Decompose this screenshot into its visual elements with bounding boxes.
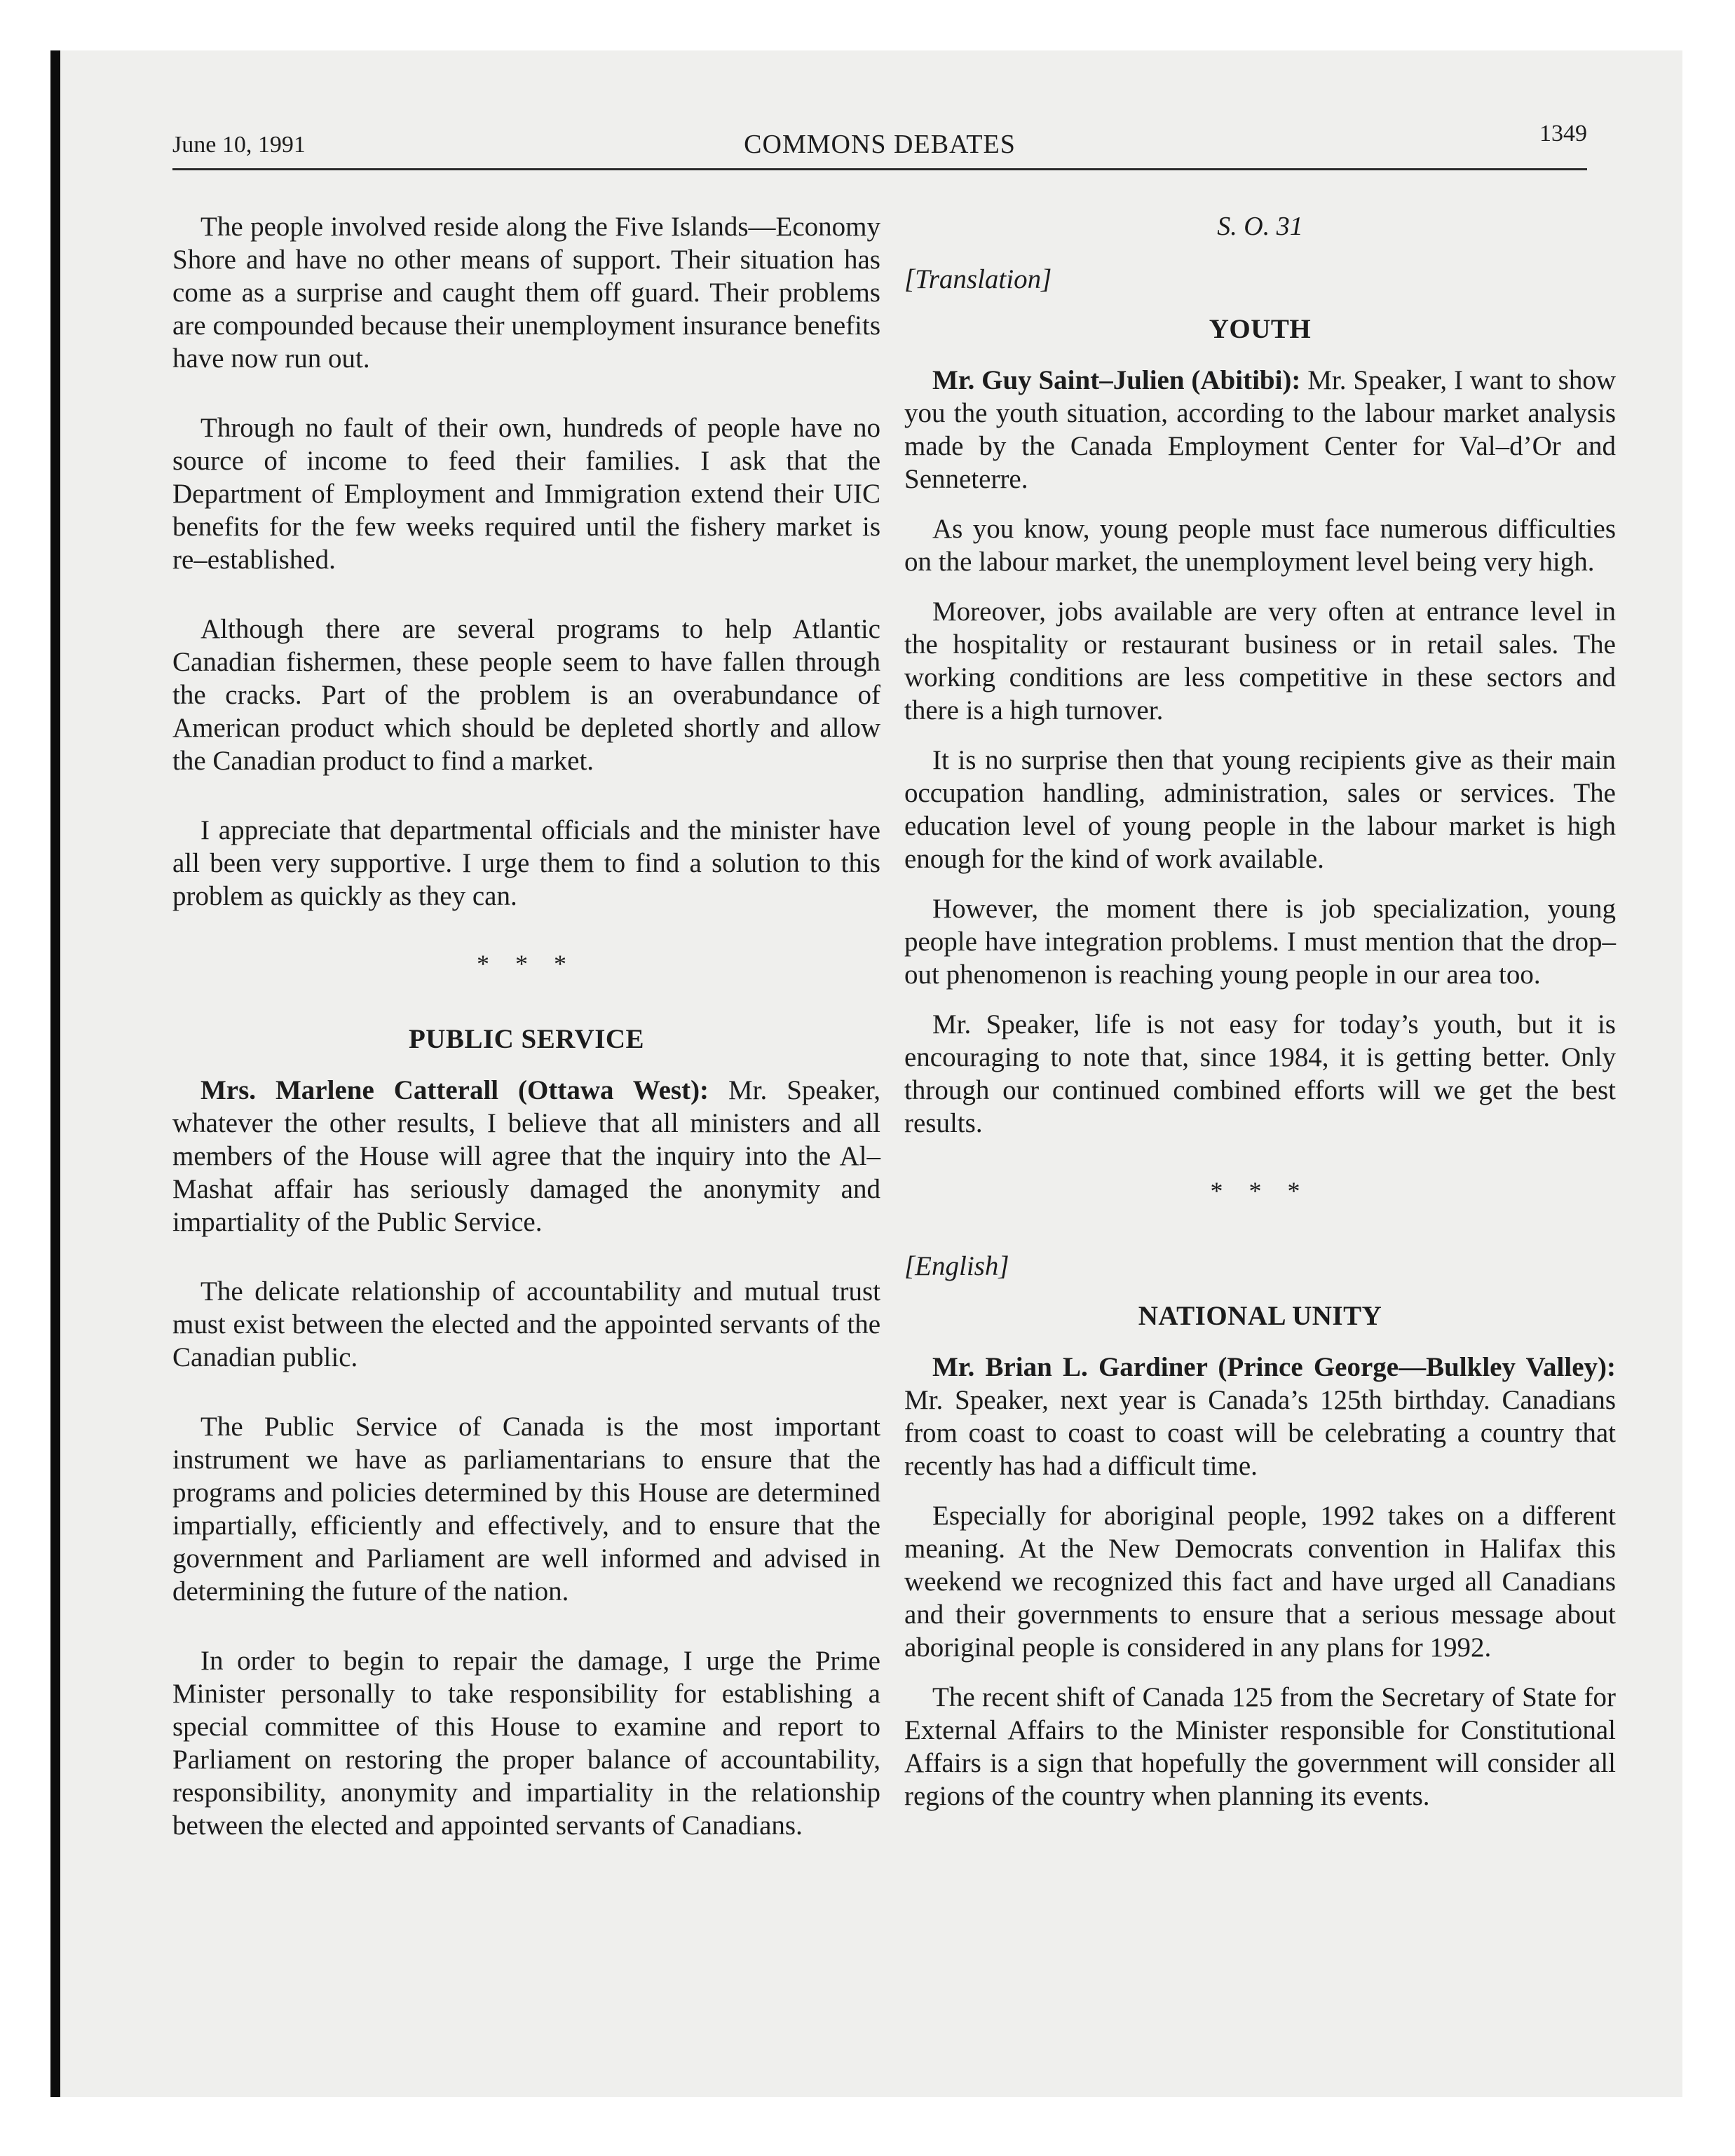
right-column [904, 210, 1616, 1829]
paragraph: Through no fault of their own, hundreds of people have no source of income to feed their families. I ask that the Department of Employment and Immigration extend their UIC benefits for the few weeks required until the fishery market is re–established. [172, 413, 880, 575]
binding-edge [50, 50, 60, 2097]
section-separator: * * * [1210, 1177, 1310, 1205]
language-tag: [Translation] [904, 264, 1052, 294]
paragraph [172, 1074, 880, 1239]
left-column [172, 210, 880, 1859]
paragraph: I appreciate that departmental officials and the minister have all been very supportive. I urge them to find a solution to this problem as quickly as they can. [172, 815, 880, 911]
speaker-name: Mr. Brian L. Gardiner (Prince George—Bulkley Valley): [932, 1352, 1616, 1382]
language-tag: [English] [904, 1251, 1009, 1281]
paragraph: As you know, young people must face numerous difficulties on the labour market, the unemployment level being very high. [904, 514, 1616, 577]
paragraph: Especially for aboriginal people, 1992 takes on a different meaning. At the New Democrats convention in Halifax this weekend we recognized this fact and have urged all Canadians and their governments to ensure that a serious message about aboriginal people is considered in any plans for 1992. [904, 1501, 1616, 1663]
page-header [172, 119, 1587, 170]
speech-text: Mr. Speaker, whatever the other results, I believe that all ministers and all members of the House will agree that the inquiry into the Al–Mashat affair has seriously damaged the anonymity and impartiality of the Public Service. [172, 1075, 880, 1237]
section-heading: NATIONAL UNITY [1138, 1301, 1382, 1331]
section-heading: YOUTH [1209, 314, 1312, 344]
paragraph: The people involved reside along the Five Islands—Economy Shore and have no other means of support. Their situation has come as a surprise and caught them off guard. Their problems are compounded because their unemployment insurance benefits have now run out. [172, 212, 880, 374]
speech-text: Mr. Speaker, I want to show you the youth situation, according to the labour market analysis made by the Canada Employment Center for Val–d’Or and Senneterre. [904, 365, 1616, 494]
section-separator: * * * [477, 950, 576, 978]
section-heading: PUBLIC SERVICE [408, 1024, 645, 1054]
paragraph [904, 1351, 1616, 1482]
paragraph: It is no surprise then that young recipients give as their main occupation handling, administration, sales or services. The education level of young people in the labour market is high enough for the kind of work available. [904, 745, 1616, 874]
paragraph: The delicate relationship of accountability and mutual trust must exist between the elected and the appointed servants of the Canadian public. [172, 1276, 880, 1372]
page-number: 1349 [1539, 121, 1587, 146]
speaker-name: Mrs. Marlene Catterall (Ottawa West): [200, 1075, 709, 1105]
speech-text: Mr. Speaker, next year is Canada’s 125th birthday. Canadians from coast to coast to coast will be celebrating a country that recently has had a difficult time. [904, 1385, 1616, 1481]
paragraph: However, the moment there is job specialization, young people have integration problems. I must mention that the drop–out phenomenon is reaching young people in our area too. [904, 894, 1616, 990]
paragraph: The Public Service of Canada is the most important instrument we have as parliamentarians to ensure that the programs and policies determined by this House are determined impartially, efficiently and effectively, and to ensure that the government and Parliament are well informed and advised in determining the future of the nation. [172, 1412, 880, 1606]
paragraph: Moreover, jobs available are very often at entrance level in the hospitality or restaurant business or in retail sales. The working conditions are less competitive in these sectors and there is a high turnover. [904, 596, 1616, 725]
header-date: June 10, 1991 [172, 132, 306, 158]
speaker-name: Mr. Guy Saint–Julien (Abitibi): [932, 365, 1301, 395]
paragraph: In order to begin to repair the damage, I urge the Prime Minister personally to take responsibility for establishing a special committee of this House to examine and report to Parliament on restoring the proper balance of accountability, responsibility, anonymity and impartiality in the relationship between the elected and appointed servants of Canadians. [172, 1646, 880, 1841]
paragraph: Although there are several programs to help Atlantic Canadian fishermen, these people seem to have fallen through the cracks. Part of the problem is an overabundance of American product which should be depleted shortly and allow the Canadian product to find a market. [172, 614, 880, 776]
paragraph: The recent shift of Canada 125 from the Secretary of State for External Affairs to the Minister responsible for Constitutional Affairs is a sign that hopefully the government will consider all regions of the country when planning its events. [904, 1682, 1616, 1811]
paragraph [904, 364, 1616, 496]
standing-order-label: S. O. 31 [1217, 212, 1303, 241]
publication-title: COMMONS DEBATES [744, 130, 1016, 159]
paragraph: Mr. Speaker, life is not easy for today’s youth, but it is encouraging to note that, since 1984, it is getting better. Only through our continued combined efforts will we get the best results. [904, 1009, 1616, 1138]
